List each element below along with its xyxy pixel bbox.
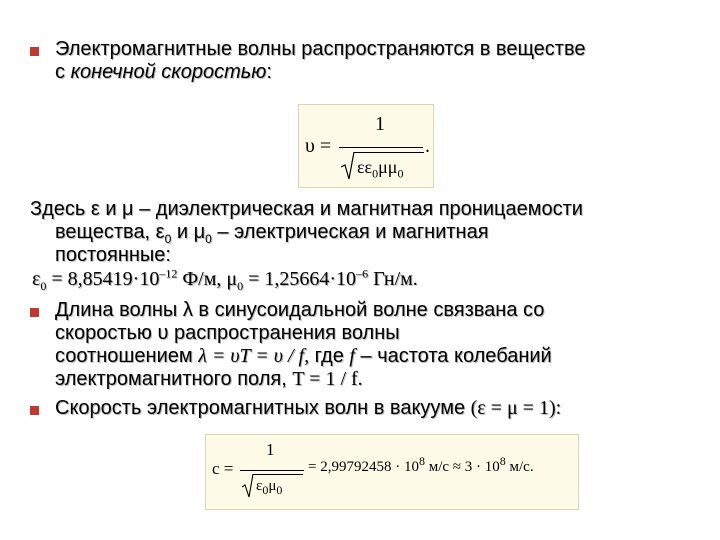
formula-dot: . — [425, 135, 430, 157]
formula2-numerator: 1 — [266, 440, 275, 459]
bullet-marker — [30, 406, 39, 415]
intro-line-1: Электромагнитные волны распространяются в веществе — [55, 38, 586, 60]
formula-speed-of-light — [205, 434, 579, 510]
bullet-marker — [30, 308, 39, 317]
formula2-lhs: c = — [212, 459, 234, 478]
sqrt-bar — [253, 474, 303, 475]
sqrt-sign — [242, 473, 254, 499]
intro-suffix: : — [266, 61, 272, 83]
formula2-value: = $2,99792458 \cdot 10^8$ $м/с \approx 3 \cdot 10^8$ м/с. — [308, 454, 534, 475]
bullet-marker — [30, 47, 39, 56]
bullet3-line-1: Скорость электромагнитных волн в вакууме (ε = μ = 1): — [55, 397, 562, 419]
formula-velocity — [298, 104, 434, 188]
fraction-bar — [339, 147, 423, 148]
sqrt-bar — [354, 152, 424, 153]
paragraph-line-3: постоянные: — [55, 244, 171, 266]
formula2-radicand: $\varepsilon_0\mu_0$ — [256, 478, 283, 497]
formula-numerator: 1 — [375, 113, 385, 135]
intro-prefix: с — [55, 61, 71, 83]
intro-emphasis: конечной скоростью — [70, 61, 267, 83]
formula-lhs: υ = — [305, 135, 332, 157]
bullet2-line-3: соотношением λ = υT = υ / f, где f – частота колебаний — [55, 345, 552, 367]
paragraph-line-2: вещества, $\varepsilon_0$ и $\mu_0$ – электрическая и магнитная — [55, 221, 489, 246]
constants-line: $\varepsilon_0 = 8,85419\cdot 10^{-12}$ Ф/м, $\mu_0 = 1,25664\cdot 10^{-6}$ Гн/м. — [32, 266, 418, 293]
bullet2-line-1: Длина волны λ в синусоидальной волне связвана со — [55, 299, 545, 321]
sqrt-sign — [341, 151, 355, 181]
fraction-bar — [240, 470, 304, 471]
bullet2-line-2: скоростью υ распространения волны — [55, 322, 400, 344]
bullet2-line-4: электромагнитного поля, T = 1 / f. — [55, 368, 363, 390]
formula-radicand: $\varepsilon\varepsilon_0\mu\mu_0$ — [357, 157, 404, 181]
intro-line-2 — [55, 61, 272, 84]
paragraph-line-1: Здесь ε и μ – диэлектрическая и магнитная проницаемости — [30, 198, 583, 220]
